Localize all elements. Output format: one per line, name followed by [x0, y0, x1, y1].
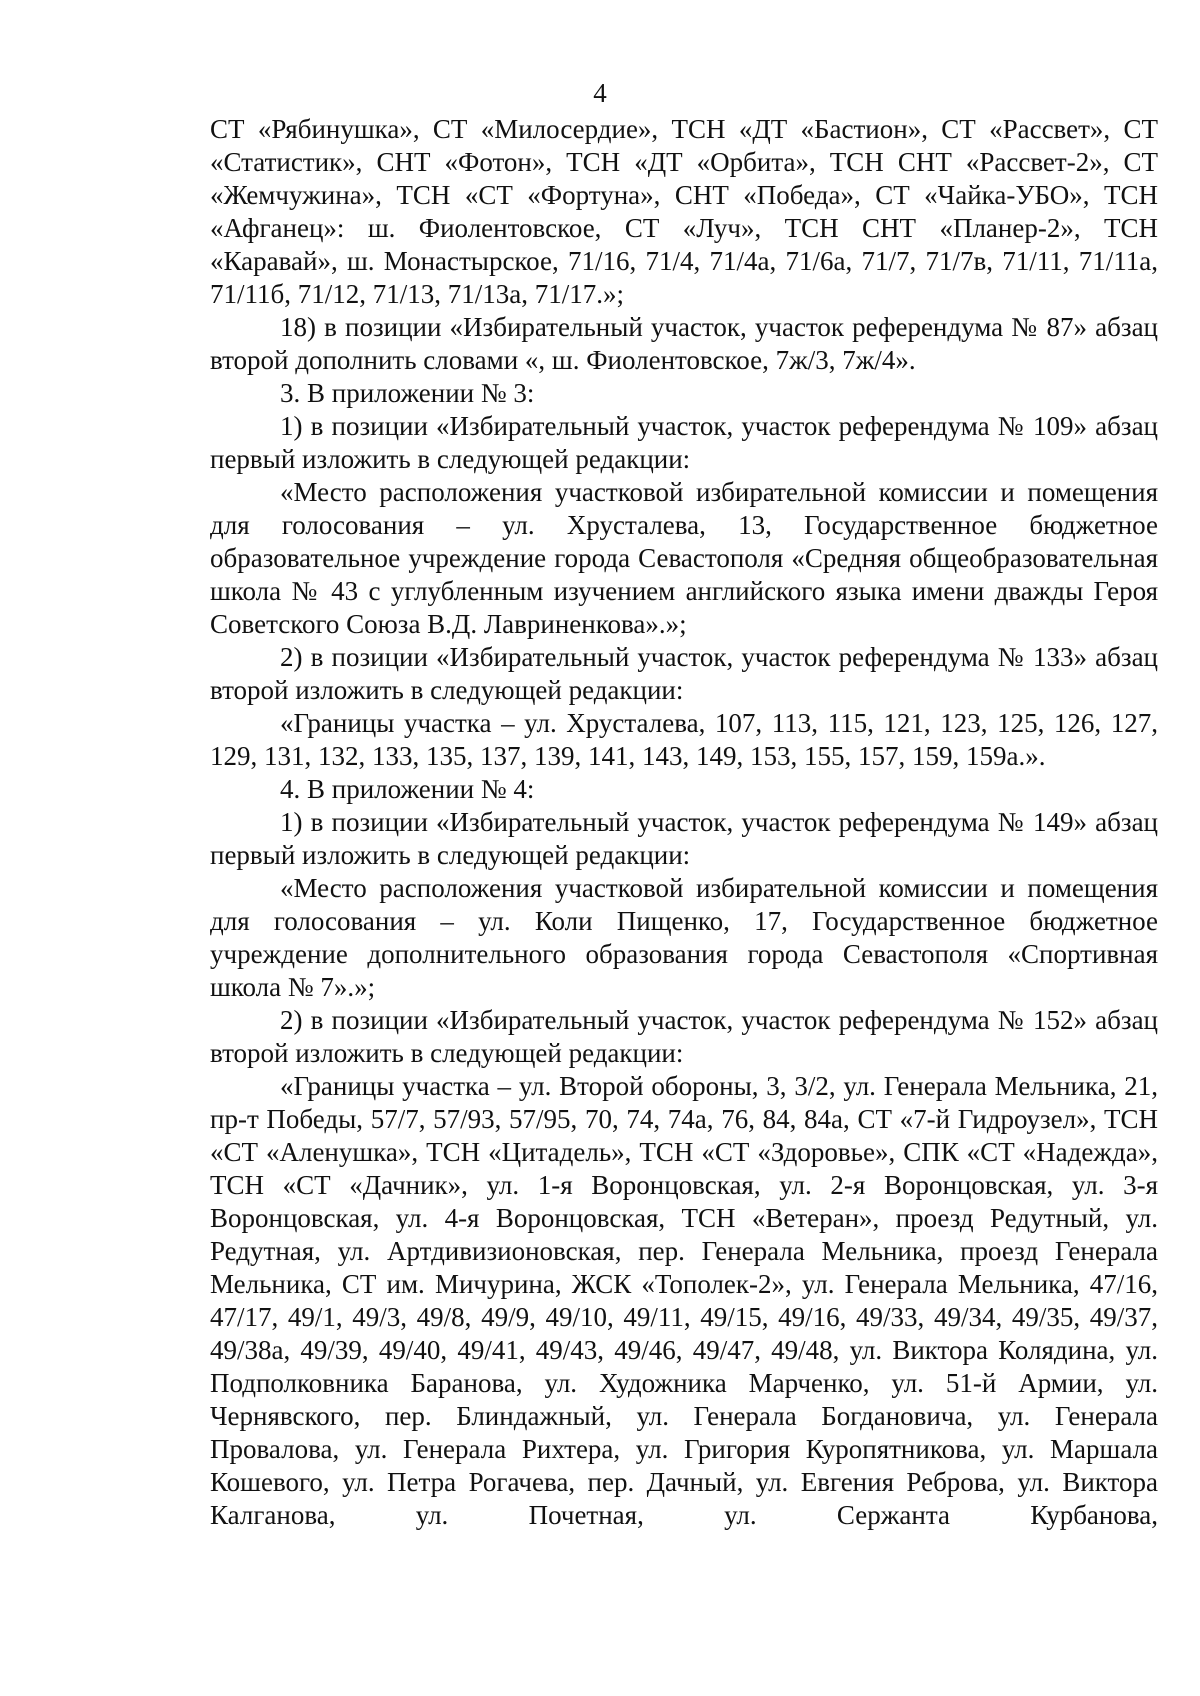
paragraph-quoted-location-109: «Место расположения участковой избирательной комиссии и помещения для голосования – ул. Хрусталева, 13, Государственное бюджетное образовательное учреждение города Севастополя «Средняя общеобразовательная школа № 43 с углубленным изучением английского языка имени дважды Героя Советского Союза В.Д. Лавриненкова».»;: [210, 477, 1158, 639]
page-number: 4: [593, 78, 607, 108]
paragraph-quoted-boundaries-133: «Границы участка – ул. Хрусталева, 107, 113, 115, 121, 123, 125, 126, 127, 129, 131, 132, 133, 135, 137, 139, 141, 143, 149, 153, 155, 157, 159, 159а.».: [210, 708, 1158, 771]
paragraph-appendix-4-item-1: 1) в позиции «Избирательный участок, участок референдума № 149» абзац первый изложить в следующей редакции:: [210, 807, 1158, 870]
paragraph-appendix-4-item-2: 2) в позиции «Избирательный участок, участок референдума № 152» абзац второй изложить в следующей редакции:: [210, 1005, 1158, 1068]
paragraph-appendix-3-item-1: 1) в позиции «Избирательный участок, участок референдума № 109» абзац первый изложить в следующей редакции:: [210, 411, 1158, 474]
paragraph-appendix-3-item-2: 2) в позиции «Избирательный участок, участок референдума № 133» абзац второй изложить в следующей редакции:: [210, 642, 1158, 705]
paragraph-item-18: 18) в позиции «Избирательный участок, участок референдума № 87» абзац второй дополнить словами «, ш. Фиолентовское, 7ж/3, 7ж/4».: [210, 312, 1158, 375]
paragraph-continuation-list: СТ «Рябинушка», СТ «Милосердие», ТСН «ДТ «Бастион», СТ «Рассвет», СТ «Статистик», СНТ «Фотон», ТСН «ДТ «Орбита», ТСН СНТ «Рассвет-2», СТ «Жемчужина», ТСН «СТ «Фортуна», СНТ «Победа», СТ «Чайка-УБО», ТСН «Афганец»: ш. Фиолентовское, СТ «Луч», ТСН СНТ «Планер-2», ТСН «Каравай», ш. Монастырское, 71/16, 71/4, 71/4а, 71/6а, 71/7, 71/7в, 71/11, 71/11а, 71/11б, 71/12, 71/13, 71/13а, 71/17.»;: [210, 114, 1158, 309]
paragraph-quoted-boundaries-152: «Границы участка – ул. Второй обороны, 3, 3/2, ул. Генерала Мельника, 21, пр-т Победы, 57/7, 57/93, 57/95, 70, 74, 74а, 76, 84, 84а, СТ «7-й Гидроузел», ТСН «СТ «Аленушка», ТСН «Цитадель», ТСН «СТ «Здоровье», СПК «СТ «Надежда», ТСН «СТ «Дачник», ул. 1-я Воронцовская, ул. 2-я Воронцовская, ул. 3-я Воронцовская, ул. 4-я Воронцовская, ТСН «Ветеран», проезд Редутный, ул. Редутная, ул. Артдивизионовская, пер. Генерала Мельника, проезд Генерала Мельника, СТ им. Мичурина, ЖСК «Тополек-2», ул. Генерала Мельника, 47/16, 47/17, 49/1, 49/3, 49/8, 49/9, 49/10, 49/11, 49/15, 49/16, 49/33, 49/34, 49/35, 49/37, 49/38а, 49/39, 49/40, 49/41, 49/43, 49/46, 49/47, 49/48, ул. Виктора Колядина, ул. Подполковника Баранова, ул. Художника Марченко, ул. 51-й Армии, ул. Чернявского, пер. Блиндажный, ул. Генерала Богдановича, ул. Генерала Провалова, ул. Генерала Рихтера, ул. Григория Куропятникова, ул. Маршала Кошевого, ул. Петра Рогачева, пер. Дачный, ул. Евгения Реброва, ул. Виктора Калганова, ул. Почетная, ул. Сержанта Курбанова,: [210, 1071, 1158, 1530]
paragraph-quoted-location-149: «Место расположения участковой избирательной комиссии и помещения для голосования – ул. Коли Пищенко, 17, Государственное бюджетное учреждение дополнительного образования города Севастополя «Спортивная школа № 7».»;: [210, 873, 1158, 1002]
document-body: [210, 113, 1158, 1532]
paragraph-appendix-3-heading: 3. В приложении № 3:: [280, 378, 535, 408]
paragraph-appendix-4-heading: 4. В приложении № 4:: [280, 774, 535, 804]
